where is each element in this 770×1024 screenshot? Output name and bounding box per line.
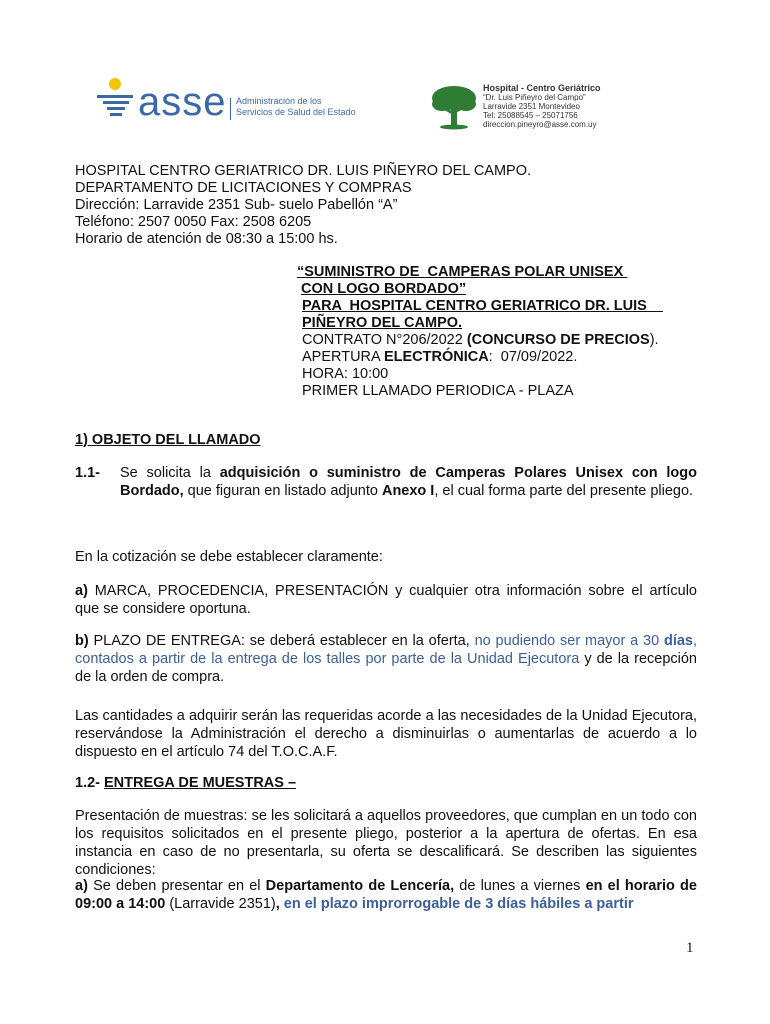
asse-subtitle — [236, 96, 356, 118]
quote-b-label: b) — [75, 633, 89, 649]
asse-subtitle-line2: Servicios de Salud del Estado — [236, 107, 356, 117]
quote-a-label: a) — [75, 583, 88, 599]
quote-b-end: y de la recepción de la orden de compra. — [75, 651, 697, 685]
item-mid: que figuran en listado adjunto — [183, 483, 382, 499]
contract-suffix: ). — [649, 332, 659, 348]
quote-b-text: PLAZO DE ENTREGA: se deberá establecer en la oferta, — [88, 633, 475, 649]
section12-number: 1.2- — [75, 775, 105, 791]
hospital-logo-line1: Hospital - Centro Geriátrico — [483, 83, 601, 93]
s12-a-text1: Se deben presentar en el — [87, 878, 266, 894]
quote-item-b — [75, 632, 697, 686]
item-end: , el cual forma parte del presente pliego. — [434, 483, 694, 499]
section12-item-a — [75, 877, 697, 913]
asse-subtitle-line1: Administración de los — [236, 96, 322, 106]
quote-a-text: MARCA, PROCEDENCIA, PRESENTACIÓN y cualquier otra información sobre el artículo que se considere oportuna. — [75, 583, 697, 617]
hospital-logo-line4: Tel: 25088545 – 25071756 — [483, 111, 578, 120]
item-lead: Se solicita la — [120, 465, 220, 481]
s12-a-text2: de lunes a viernes — [454, 878, 586, 894]
s12-a-label: a) — [75, 878, 88, 894]
header-line-phone: Teléfono: 2507 0050 Fax: 2508 6205 — [75, 214, 312, 230]
s12-a-bold2: en el horario de 09:00 a 14:00 — [75, 878, 697, 912]
section12-heading — [75, 775, 296, 792]
asse-emblem-icon — [95, 76, 137, 126]
hospital-logo-line2: “Dr. Luis Piñeyro del Campo” — [483, 93, 586, 102]
title-line3: PARA HOSPITAL CENTRO GERIATRICO DR. LUIS — [302, 298, 663, 314]
section12-title: ENTREGA DE MUESTRAS – — [104, 775, 297, 791]
quote-item-a — [75, 582, 697, 618]
tree-icon — [428, 84, 480, 130]
item-bold: adquisición o suministro de Camperas Polares Unisex con logo Bordado, — [120, 465, 697, 499]
call-line: PRIMER LLAMADO PERIODICA - PLAZA — [302, 383, 574, 399]
s12-a-bold1: Departamento de Lencería, — [265, 878, 455, 894]
opening-date: : 07/09/2022. — [488, 349, 578, 365]
page-number: 1 — [686, 940, 694, 956]
header-line-address: Dirección: Larravide 2351 Sub- suelo Pabellón “A” — [75, 197, 398, 213]
hospital-logo — [428, 84, 628, 132]
asse-logo — [95, 76, 356, 126]
title-line4: PIÑEYRO DEL CAMPO. — [302, 315, 463, 331]
section1-heading: 1) OBJETO DEL LLAMADO — [75, 432, 261, 448]
hospital-logo-line3: Larravide 2351 Montevideo — [483, 102, 580, 111]
section1-item-number: 1.1- — [75, 465, 100, 481]
opening-mode: ELECTRÓNICA — [383, 349, 489, 365]
asse-wordmark: asse — [138, 80, 227, 124]
quote-b-blue1: no pudiendo ser mayor a 30 — [474, 633, 664, 649]
hospital-logo-text — [483, 84, 601, 129]
header-line-department: DEPARTAMENTO DE LICITACIONES Y COMPRAS — [75, 180, 412, 196]
hour-line: HORA: 10:00 — [302, 366, 389, 382]
quantities-paragraph: Las cantidades a adquirir serán las requeridas acorde a las necesidades de la Unidad Ejecutora, reservándose la Administración el derecho a disminuirlas o aumentarlas de acuerdo a lo dispuesto en el artículo 74 del T.O.C.A.F. — [75, 708, 697, 760]
item-annex: Anexo I — [381, 483, 435, 499]
s12-a-blue: en el plazo improrrogable de 3 días hábiles a partir — [279, 896, 634, 912]
hospital-logo-line5: direccion.pineyro@asse.com.uy — [483, 120, 597, 129]
quote-b-blue-bold: días — [663, 633, 693, 649]
opening-line — [302, 349, 577, 366]
contract-line — [302, 332, 659, 349]
asse-separator — [230, 98, 231, 120]
title-line2: CON LOGO BORDADO” — [301, 281, 467, 297]
header-line-hours: Horario de atención de 08:30 a 15:00 hs. — [75, 231, 338, 247]
quote-intro: En la cotización se debe establecer claramente: — [75, 549, 383, 565]
s12-a-text3: (Larravide 2351) — [165, 896, 276, 912]
quote-b-blue2: , contados a partir de la entrega de los talles por parte de la Unidad Ejecutora — [75, 633, 698, 667]
opening-label: APERTURA — [302, 349, 384, 365]
s12-a-bold3: , — [275, 896, 280, 912]
section12-paragraph: Presentación de muestras: se les solicitará a aquellos proveedores, que cumplan en un todo con los requisitos solicitados en el presente pliego, posterior a la apertura de ofertas. En esa instancia en caso de no presentarla, su oferta se descalificará. Se describen las siguientes condiciones: — [75, 808, 697, 878]
title-line1: “SUMINISTRO DE CAMPERAS POLAR UNISEX — [297, 264, 628, 280]
contract-type: (CONCURSO DE PRECIOS — [466, 332, 650, 348]
contract-number: CONTRATO N°206/2022 — [302, 332, 467, 348]
section1-item-text — [120, 464, 697, 500]
header-line-hospital: HOSPITAL CENTRO GERIATRICO DR. LUIS PIÑEYRO DEL CAMPO. — [75, 163, 532, 179]
